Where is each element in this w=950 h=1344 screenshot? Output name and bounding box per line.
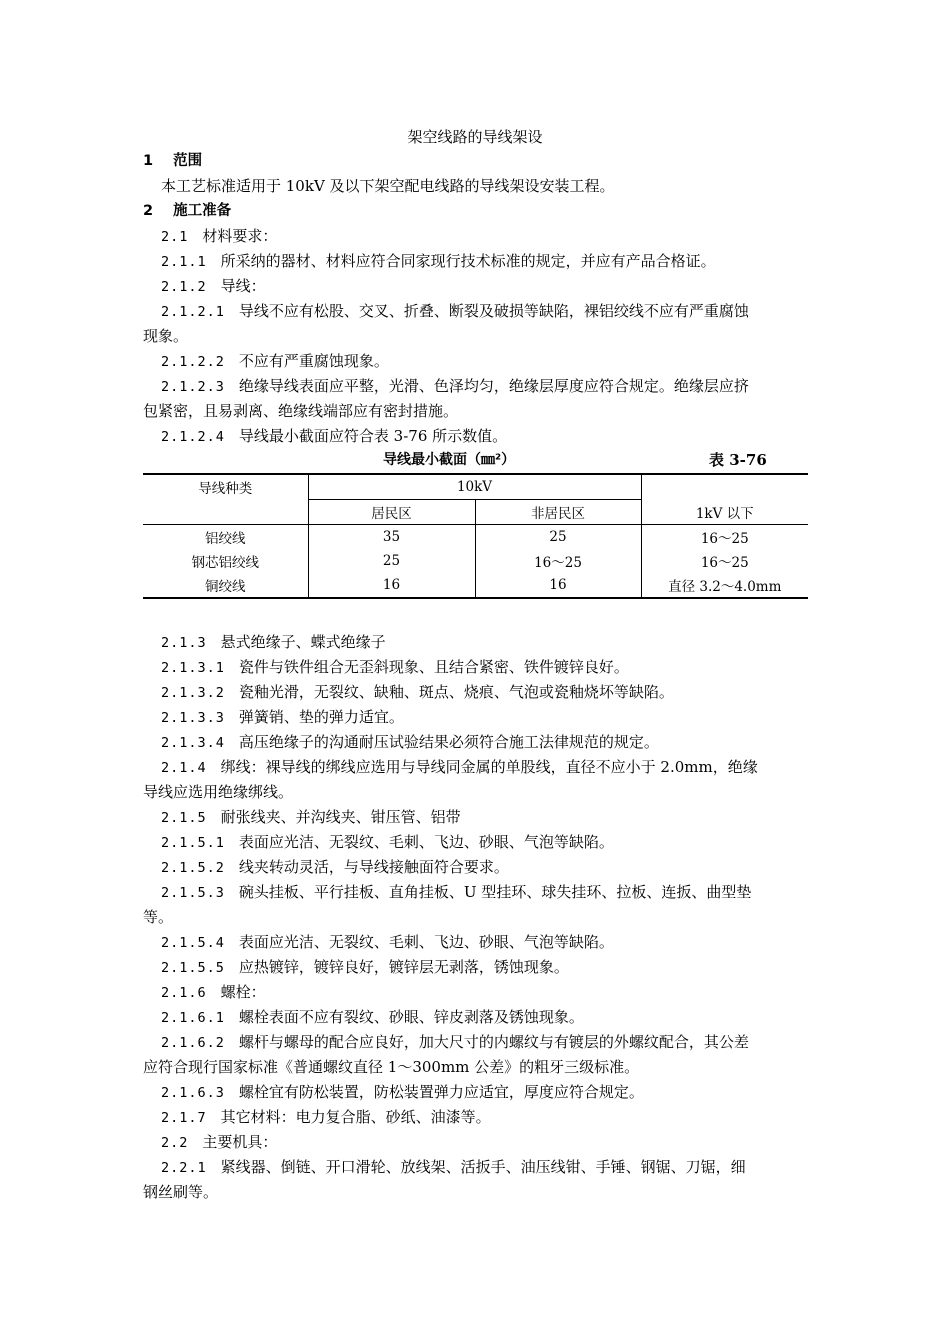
line-number: 2.1.3.4: [161, 735, 225, 751]
line-text: 紧线器、倒链、开口滑轮、放线架、活扳手、油压线钳、手锤、钢锯、刀锯，细: [220, 1158, 746, 1176]
line-text: 弹簧销、垫的弹力适宜。: [238, 708, 404, 726]
text-line: [143, 1031, 826, 1054]
cell-type: 钢芯铝绞线: [143, 549, 308, 573]
line-text: 耐张线夹、并沟线夹、钳压管、铝带: [220, 808, 461, 826]
line-text: 主要机具：: [202, 1133, 278, 1151]
line-text: 表面应光洁、无裂纹、毛刺、飞边、砂眼、气泡等缺陷。: [238, 833, 614, 851]
cell-res: 25: [308, 549, 475, 573]
line-number: 2.1.3.1: [161, 660, 225, 676]
cell-nonres: 16: [475, 573, 641, 598]
header-residential: 居民区: [308, 500, 475, 525]
line-text: 应热镀锌，镀锌良好，镀锌层无剥落，锈蚀现象。: [238, 958, 569, 976]
line-number: 2.1.2.3: [161, 379, 225, 395]
line-number: 2.1.1: [161, 254, 207, 270]
section-heading: [143, 150, 808, 172]
line-number: 2.1.3.2: [161, 685, 225, 701]
line-number: 2.1: [161, 229, 189, 245]
text-line: [143, 375, 826, 398]
line-number: 2.1.5.4: [161, 935, 225, 951]
table-number: 表 3-76: [709, 451, 767, 469]
line-number: 2.2.1: [161, 1160, 207, 1176]
table-caption-row: [143, 449, 808, 471]
line-number: 2.2: [161, 1135, 189, 1151]
line-number: 2.1.2.4: [161, 429, 225, 445]
header-non-residential: 非居民区: [475, 500, 641, 525]
line-text: 施工准备: [173, 203, 232, 219]
text-line: [143, 931, 826, 954]
text-line: [143, 656, 826, 679]
line-number: 2.1.6.3: [161, 1085, 225, 1101]
cell-res: 16: [308, 573, 475, 598]
text-line: 现象。: [143, 327, 189, 345]
document-title: 架空线路的导线架设: [407, 128, 543, 146]
text-line: [143, 1106, 826, 1129]
line-text: 螺杆与螺母的配合应良好，加大尺寸的内螺纹与有镀层的外螺纹配合，其公差: [238, 1033, 749, 1051]
cell-low: 直径 3.2～4.0mm: [641, 573, 808, 598]
line-text: 高压绝缘子的沟通耐压试验结果必须符合施工法律规范的规定。: [238, 733, 659, 751]
text-line: [143, 831, 826, 854]
text-line: [143, 1006, 826, 1029]
line-text: 导线：: [220, 277, 266, 295]
text-line: [143, 981, 826, 1004]
line-text: 范围: [173, 153, 203, 169]
header-1kv: 1kV 以下: [641, 474, 808, 525]
text-line: [143, 1156, 826, 1179]
min-section-table: [143, 473, 808, 599]
text-line: [143, 350, 826, 373]
text-line: 等。: [143, 908, 174, 926]
text-line: [143, 681, 826, 704]
line-text: 螺栓表面不应有裂纹、砂眼、锌皮剥落及锈蚀现象。: [238, 1008, 584, 1026]
cell-low: 16～25: [700, 555, 749, 571]
text-line: [143, 300, 826, 323]
line-number: 2.1.6.2: [161, 1035, 225, 1051]
line-text: 绝缘导线表面应平整，光滑、色泽均匀，绝缘层厚度应符合规定。绝缘层应挤: [238, 377, 749, 395]
line-number: 2.1.5: [161, 810, 207, 826]
line-number: 2.1.5.1: [161, 835, 225, 851]
text-line: 本工艺标准适用于 10kV 及以下架空配电线路的导线架设安装工程。: [161, 177, 615, 195]
text-line: [143, 275, 826, 298]
line-number: 2.1.5.2: [161, 860, 225, 876]
line-text: 材料要求：: [202, 227, 278, 245]
text-line: [143, 731, 826, 754]
cell-type: 铝绞线: [143, 525, 308, 550]
line-text: 螺栓：: [220, 983, 266, 1001]
line-text: 悬式绝缘子、蝶式绝缘子: [220, 633, 386, 651]
table-header-row-1: [143, 474, 808, 500]
line-text: 瓷件与铁件组合无歪斜现象、且结合紧密、铁件镀锌良好。: [238, 658, 629, 676]
text-line: [143, 956, 826, 979]
text-line: [143, 250, 826, 273]
text-line: [143, 706, 826, 729]
line-text: 导线最小截面应符合表 3-76 所示数值。: [238, 427, 508, 445]
text-line: [143, 756, 826, 779]
line-text: 螺栓宜有防松装置，防松装置弹力应适宜，厚度应符合规定。: [238, 1083, 644, 1101]
line-number: 2.1.6: [161, 985, 207, 1001]
line-number: 2.1.2.2: [161, 354, 225, 370]
text-line: [143, 1081, 826, 1104]
line-number: 2.1.4: [161, 760, 207, 776]
text-line: [143, 631, 826, 654]
cell-type: 铜绞线: [143, 573, 308, 598]
text-line: [143, 425, 826, 448]
line-number: 2.1.5.3: [161, 885, 225, 901]
table-row: [143, 549, 808, 573]
line-number: 2: [143, 203, 154, 219]
table-row: [143, 573, 808, 598]
line-text: 所采纳的器材、材料应符合同家现行技术标准的规定，并应有产品合格证。: [220, 252, 716, 270]
text-line: 钢丝刷等。: [143, 1183, 219, 1201]
text-line: [143, 856, 826, 879]
text-line: [143, 881, 826, 904]
line-number: 2.1.2.1: [161, 304, 225, 320]
header-10kv: 10kV: [308, 474, 641, 500]
header-conductor-type: 导线种类: [143, 474, 308, 525]
text-line: [143, 225, 826, 248]
line-text: 导线不应有松股、交叉、折叠、断裂及破损等缺陷，裸铝绞线不应有严重腐蚀: [238, 302, 749, 320]
line-text: 其它材料：电力复合脂、砂纸、油漆等。: [220, 1108, 491, 1126]
line-text: 不应有严重腐蚀现象。: [238, 352, 389, 370]
line-text: 绑线：裸导线的绑线应选用与导线同金属的单股线，直径不应小于 2.0mm，绝缘: [220, 758, 758, 776]
cell-low: 16～25: [700, 531, 749, 547]
cell-res: 35: [308, 525, 475, 550]
table-caption: 导线最小截面（㎜²）: [383, 452, 516, 468]
line-text: 碗头挂板、平行挂板、直角挂板、U 型挂环、球失挂环、拉板、连扳、曲型垫: [238, 883, 752, 901]
text-line: 包紧密，且易剥离、绝缘线端部应有密封措施。: [143, 402, 459, 420]
table-row: [143, 525, 808, 550]
text-line: 导线应选用绝缘绑线。: [143, 783, 294, 801]
line-number: 2.1.3.3: [161, 710, 225, 726]
line-number: 2.1.6.1: [161, 1010, 225, 1026]
cell-nonres: 16～25: [475, 549, 641, 573]
line-text: 线夹转动灵活，与导线接触面符合要求。: [238, 858, 509, 876]
line-text: 表面应光洁、无裂纹、毛刺、飞边、砂眼、气泡等缺陷。: [238, 933, 614, 951]
section-heading: [143, 200, 808, 222]
line-number: 2.1.5.5: [161, 960, 225, 976]
text-line: [143, 806, 826, 829]
text-line: 应符合现行国家标准《普通螺纹直径 1～300mm 公差》的粗牙三级标准。: [143, 1058, 640, 1076]
line-text: 瓷釉光滑，无裂纹、缺釉、斑点、烧痕、气泡或瓷釉烧坏等缺陷。: [238, 683, 674, 701]
line-number: 2.1.7: [161, 1110, 207, 1126]
text-line: [143, 1131, 826, 1154]
line-number: 1: [143, 153, 154, 169]
cell-nonres: 25: [475, 525, 641, 550]
line-number: 2.1.2: [161, 279, 207, 295]
line-number: 2.1.3: [161, 635, 207, 651]
